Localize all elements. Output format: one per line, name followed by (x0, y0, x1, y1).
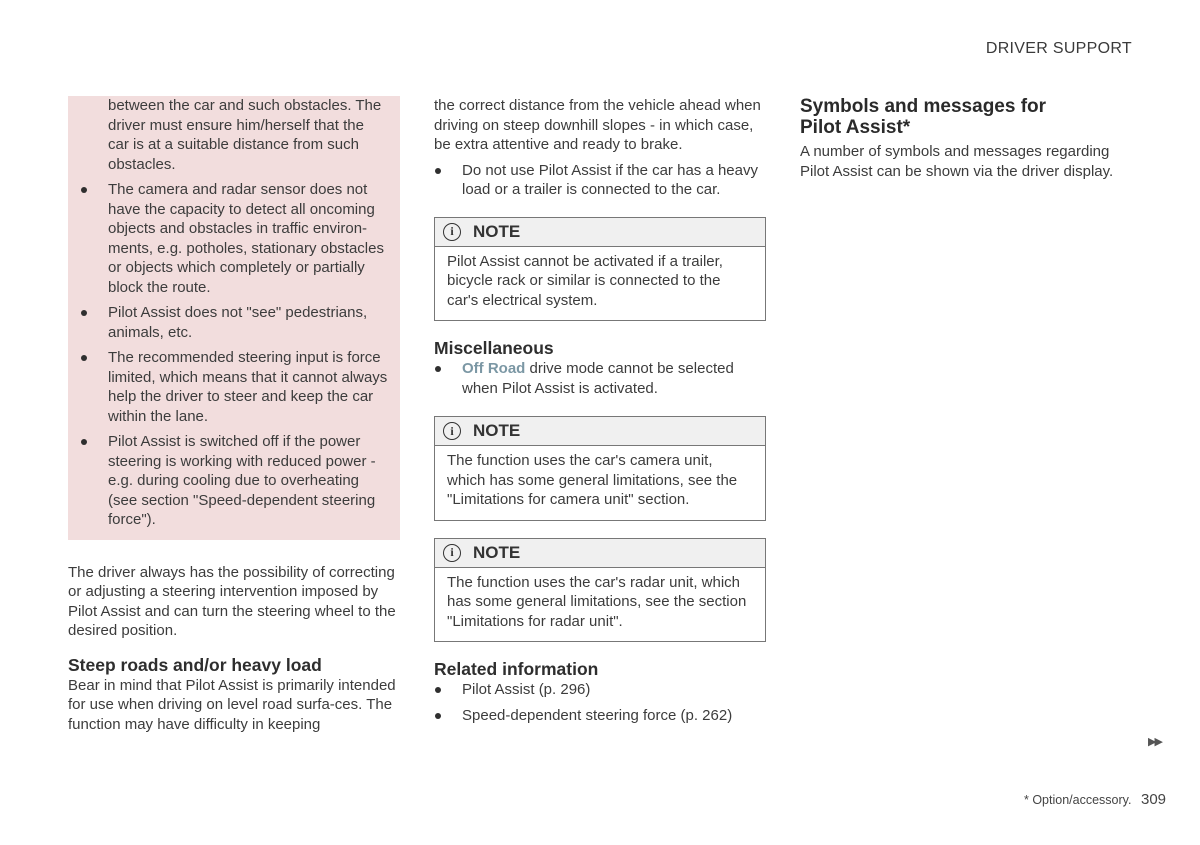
column-1 (68, 96, 400, 734)
steep-roads-paragraph: Bear in mind that Pilot Assist is primarily intended for use when driving on level road surfa-ces. The function may have difficulty in keeping (68, 676, 396, 733)
warning-box (68, 96, 400, 540)
heading-line-1: Symbols and messages for (800, 96, 1047, 117)
next-page-icon: ▶▶ (1148, 736, 1161, 748)
column-2 (434, 96, 766, 725)
heading-symbols-messages (800, 96, 1130, 138)
symbols-paragraph: A number of symbols and messages regarding Pilot Assist can be shown via the driver display. (800, 143, 1114, 180)
heading-line-2: Pilot Assist* (800, 117, 911, 138)
off-road-bullet-text: drive mode cannot be selected when Pilot Assist is activated. (462, 360, 734, 397)
note-box-trailer (434, 217, 766, 322)
heading-miscellaneous: Miscellaneous (434, 338, 554, 358)
note-label: NOTE (473, 221, 521, 241)
note-header (435, 218, 765, 247)
column-3 (800, 96, 1130, 181)
trailer-bullet: Do not use Pilot Assist if the car has a heavy load or a trailer is connected to the car. (434, 161, 766, 200)
info-icon: i (443, 422, 461, 440)
section-title: DRIVER SUPPORT (985, 40, 1132, 57)
note-text: Pilot Assist cannot be activated if a trailer, bicycle rack or similar is connected to the car's electrical system. (447, 252, 723, 309)
trailer-bullet-list (434, 161, 766, 200)
off-road-link[interactable]: Off Road (462, 360, 526, 377)
heading-related-information: Related information (434, 659, 599, 679)
warning-continuation: between the car and such obstacles. The driver must ensure him/herself that the car is at a suitable distance from such obstacles. (108, 97, 382, 173)
warning-bullet: Pilot Assist is switched off if the power steering is working with reduced power - e.g. during cooling due to overheating (see section "Speed-dependent steering force"). (108, 432, 388, 530)
off-road-bullet (434, 359, 766, 398)
steering-correction-paragraph: The driver always has the possibility of correcting or adjusting a steering intervention imposed by Pilot Assist and can turn the steering wheel to the desired position. (68, 563, 396, 639)
warning-bullet: Pilot Assist does not "see" pedestrians, animals, etc. (108, 303, 388, 342)
warning-bullet-list (108, 180, 388, 530)
note-header (435, 539, 765, 568)
note-label: NOTE (473, 542, 521, 562)
page-number: 309 (1141, 791, 1167, 808)
misc-bullet-list (434, 359, 766, 398)
steep-continuation-paragraph: the correct distance from the vehicle ahead when driving on steep downhill slopes - in which case, be extra attentive and ready to brake. (434, 97, 761, 153)
related-link-pilot-assist[interactable]: Pilot Assist (p. 296) (434, 680, 766, 700)
warning-bullet: The recommended steering input is force limited, which means that it cannot always help the driver to steer and keep the car within the lane. (108, 349, 388, 425)
note-header (435, 417, 765, 446)
note-text: The function uses the car's radar unit, which has some general limitations, see the section "Limitations for radar unit". (447, 573, 747, 630)
warning-bullet: The camera and radar sensor does not have the capacity to detect all oncoming objects and obstacles in traffic environ-ments, e.g. potholes, stationary obstacles or objects which completely or partially block the route. (108, 180, 388, 297)
note-label: NOTE (473, 421, 521, 440)
heading-steep-roads: Steep roads and/or heavy load (68, 654, 322, 675)
related-link-steering-force[interactable]: Speed-dependent steering force (p. 262) (434, 706, 766, 726)
related-list (434, 680, 766, 725)
option-footnote: * Option/accessory. (1024, 793, 1132, 807)
note-box-radar (434, 538, 766, 643)
info-icon: i (443, 223, 461, 241)
note-text: The function uses the car's camera unit, which has some general limitations, see the "Limitations for camera unit" section. (447, 452, 738, 508)
info-icon: i (443, 544, 461, 562)
note-box-camera (434, 416, 766, 521)
